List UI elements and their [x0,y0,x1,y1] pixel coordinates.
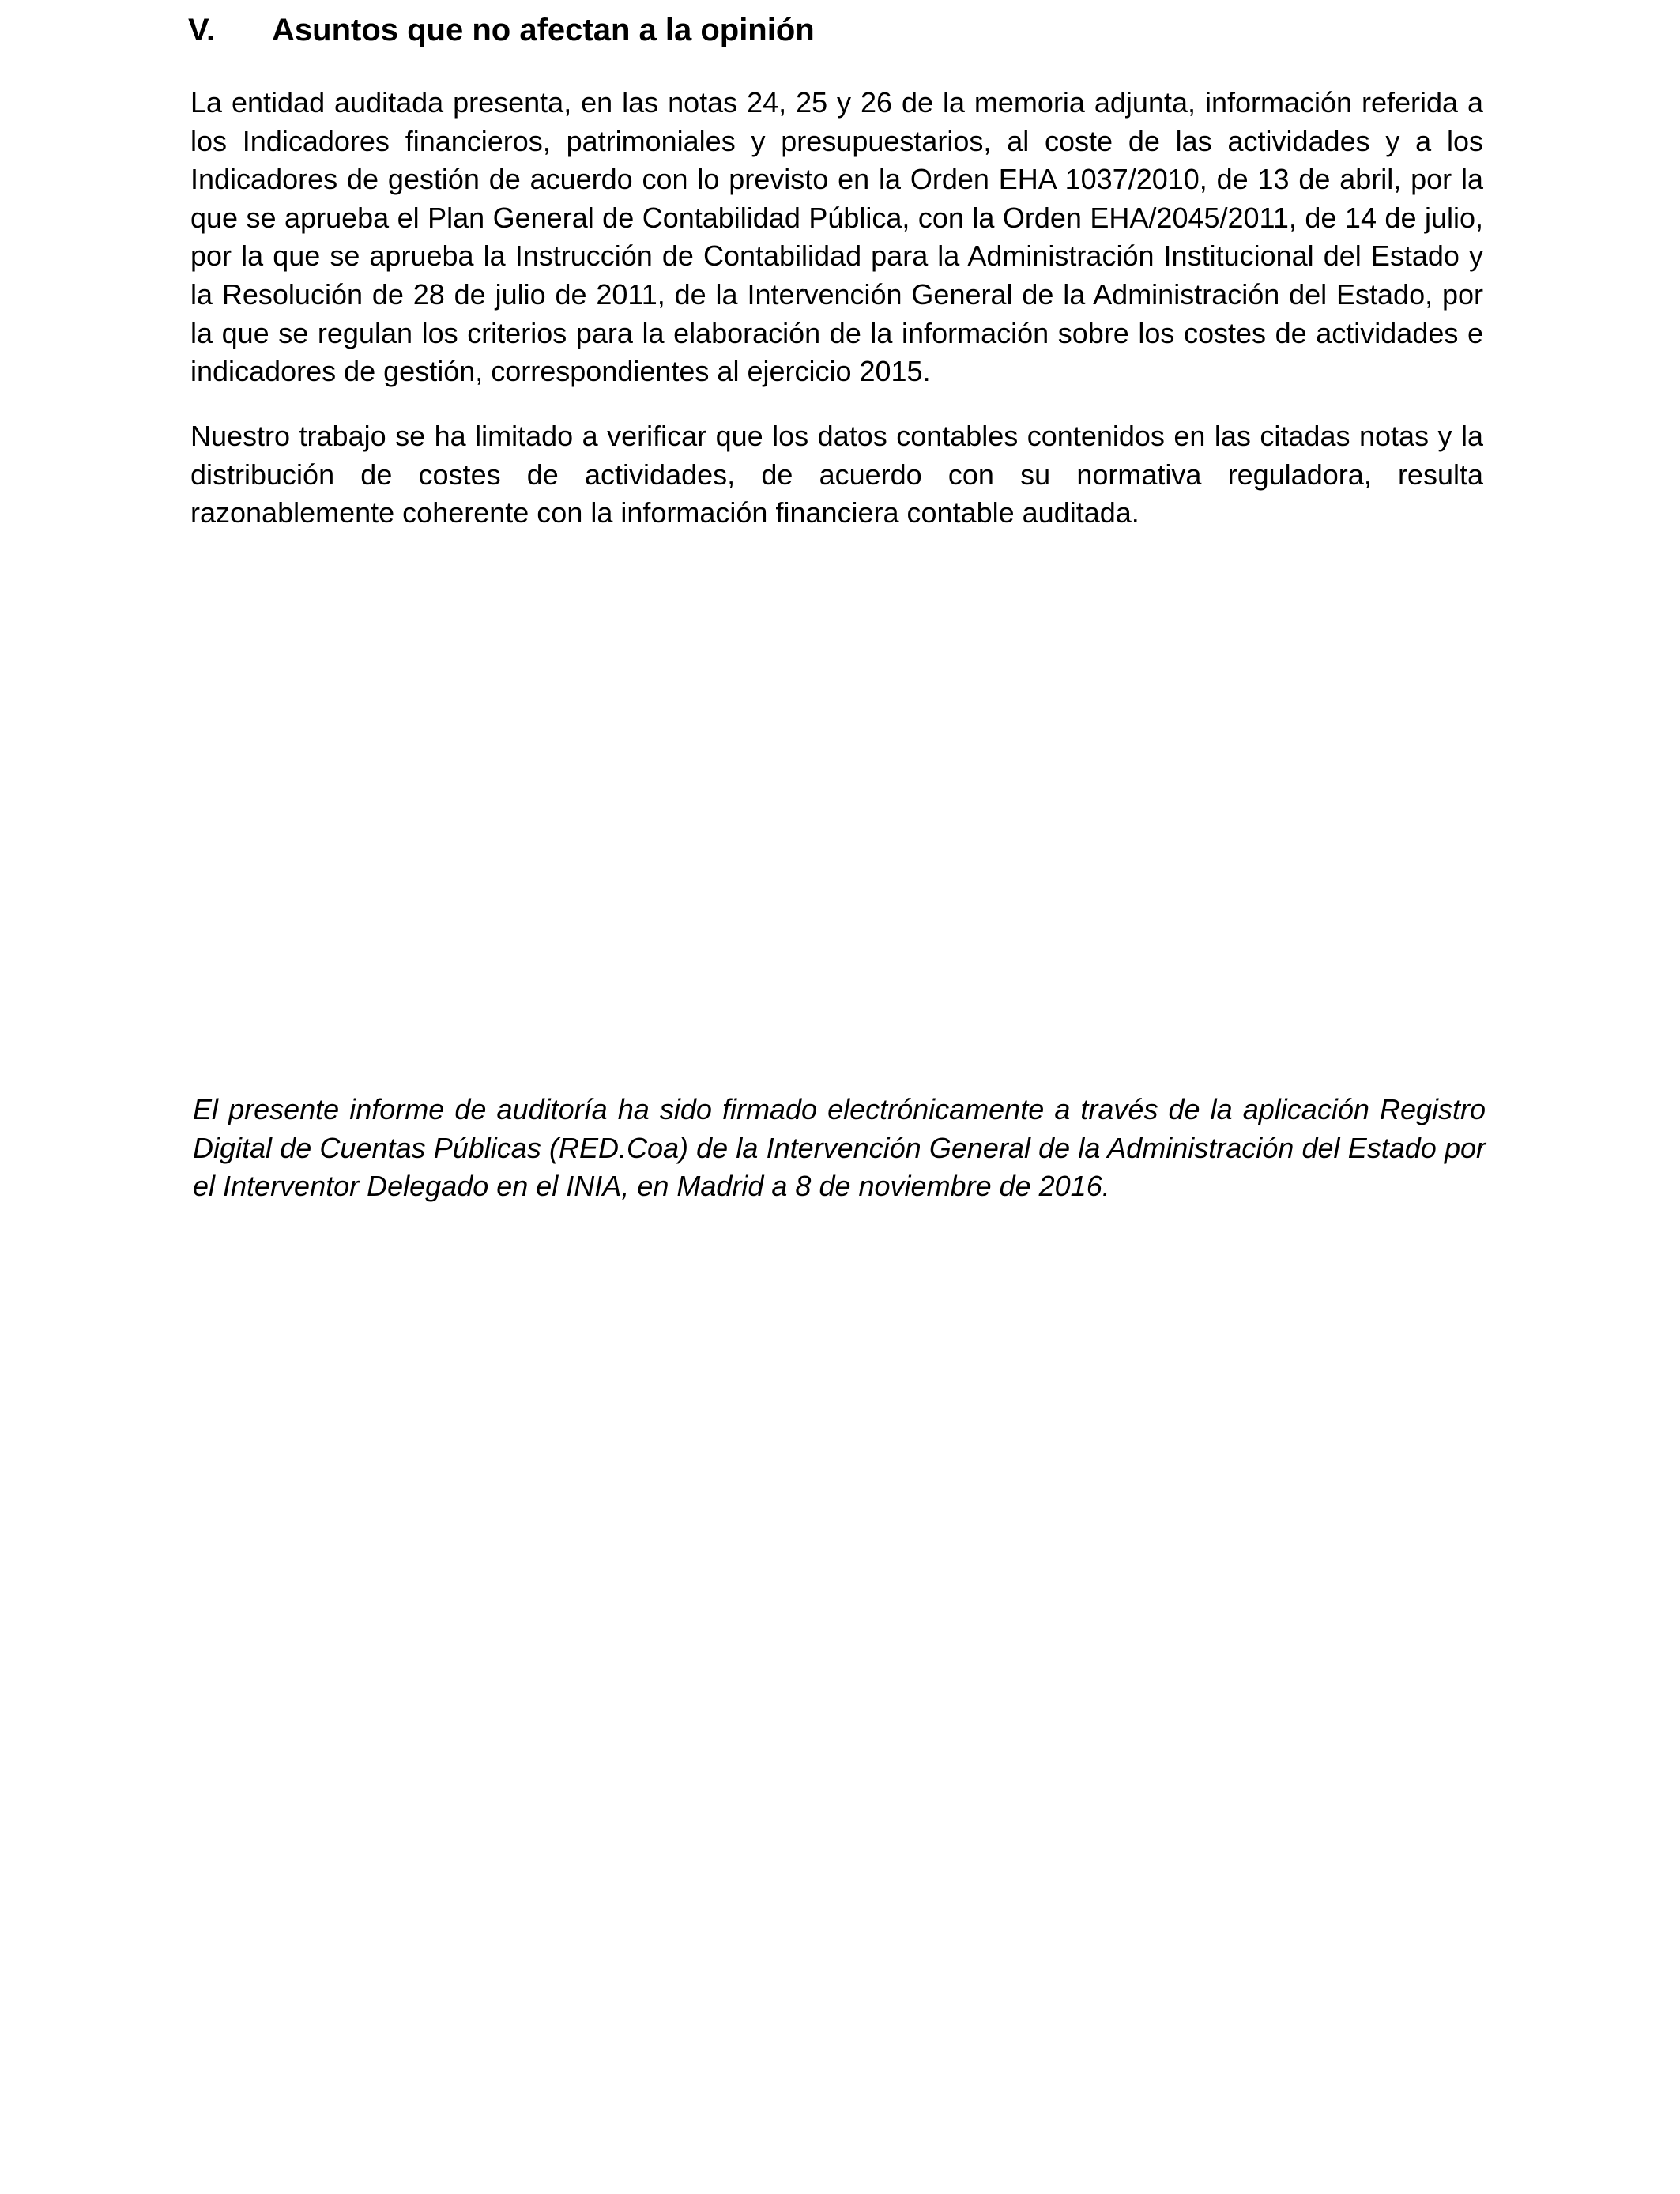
section-heading [188,9,1484,51]
signature-note: El presente informe de auditoría ha sido firmado electrónicamente a través de la aplicación Registro Digital de Cuentas Públicas (RED.Coa) de la Intervención General de la Administración del Estado por el Interventor Delegado en el INIA, en Madrid a 8 de noviembre de 2016. [193,1093,1486,1203]
paragraph-scope: Nuestro trabajo se ha limitado a verificar que los datos contables contenidos en las citadas notas y la distribución de costes de actividades, de acuerdo con su normativa reguladora, resulta razonablemente coherente con la información financiera contable auditada. [190,420,1483,530]
paragraph-indicators: La entidad auditada presenta, en las notas 24, 25 y 26 de la memoria adjunta, información referida a los Indicadores financieros, patrimoniales y presupuestarios, al coste de las actividades y a los Indicadores de gestión de acuerdo con lo previsto en la Orden EHA 1037/2010, de 13 de abril, por la que se aprueba el Plan General de Contabilidad Pública, con la Orden EHA/2045/2011, de 14 de julio, por la que se aprueba la Instrucción de Contabilidad para la Administración Institucional del Estado y la Resolución de 28 de julio de 2011, de la Intervención General de la Administración del Estado, por la que se regulan los criterios para la elaboración de la información sobre los costes de actividades e indicadores de gestión, correspondientes al ejercicio 2015. [190,86,1483,388]
section-number: V. [188,13,216,47]
section-title: Asuntos que no afectan a la opinión [272,13,815,47]
